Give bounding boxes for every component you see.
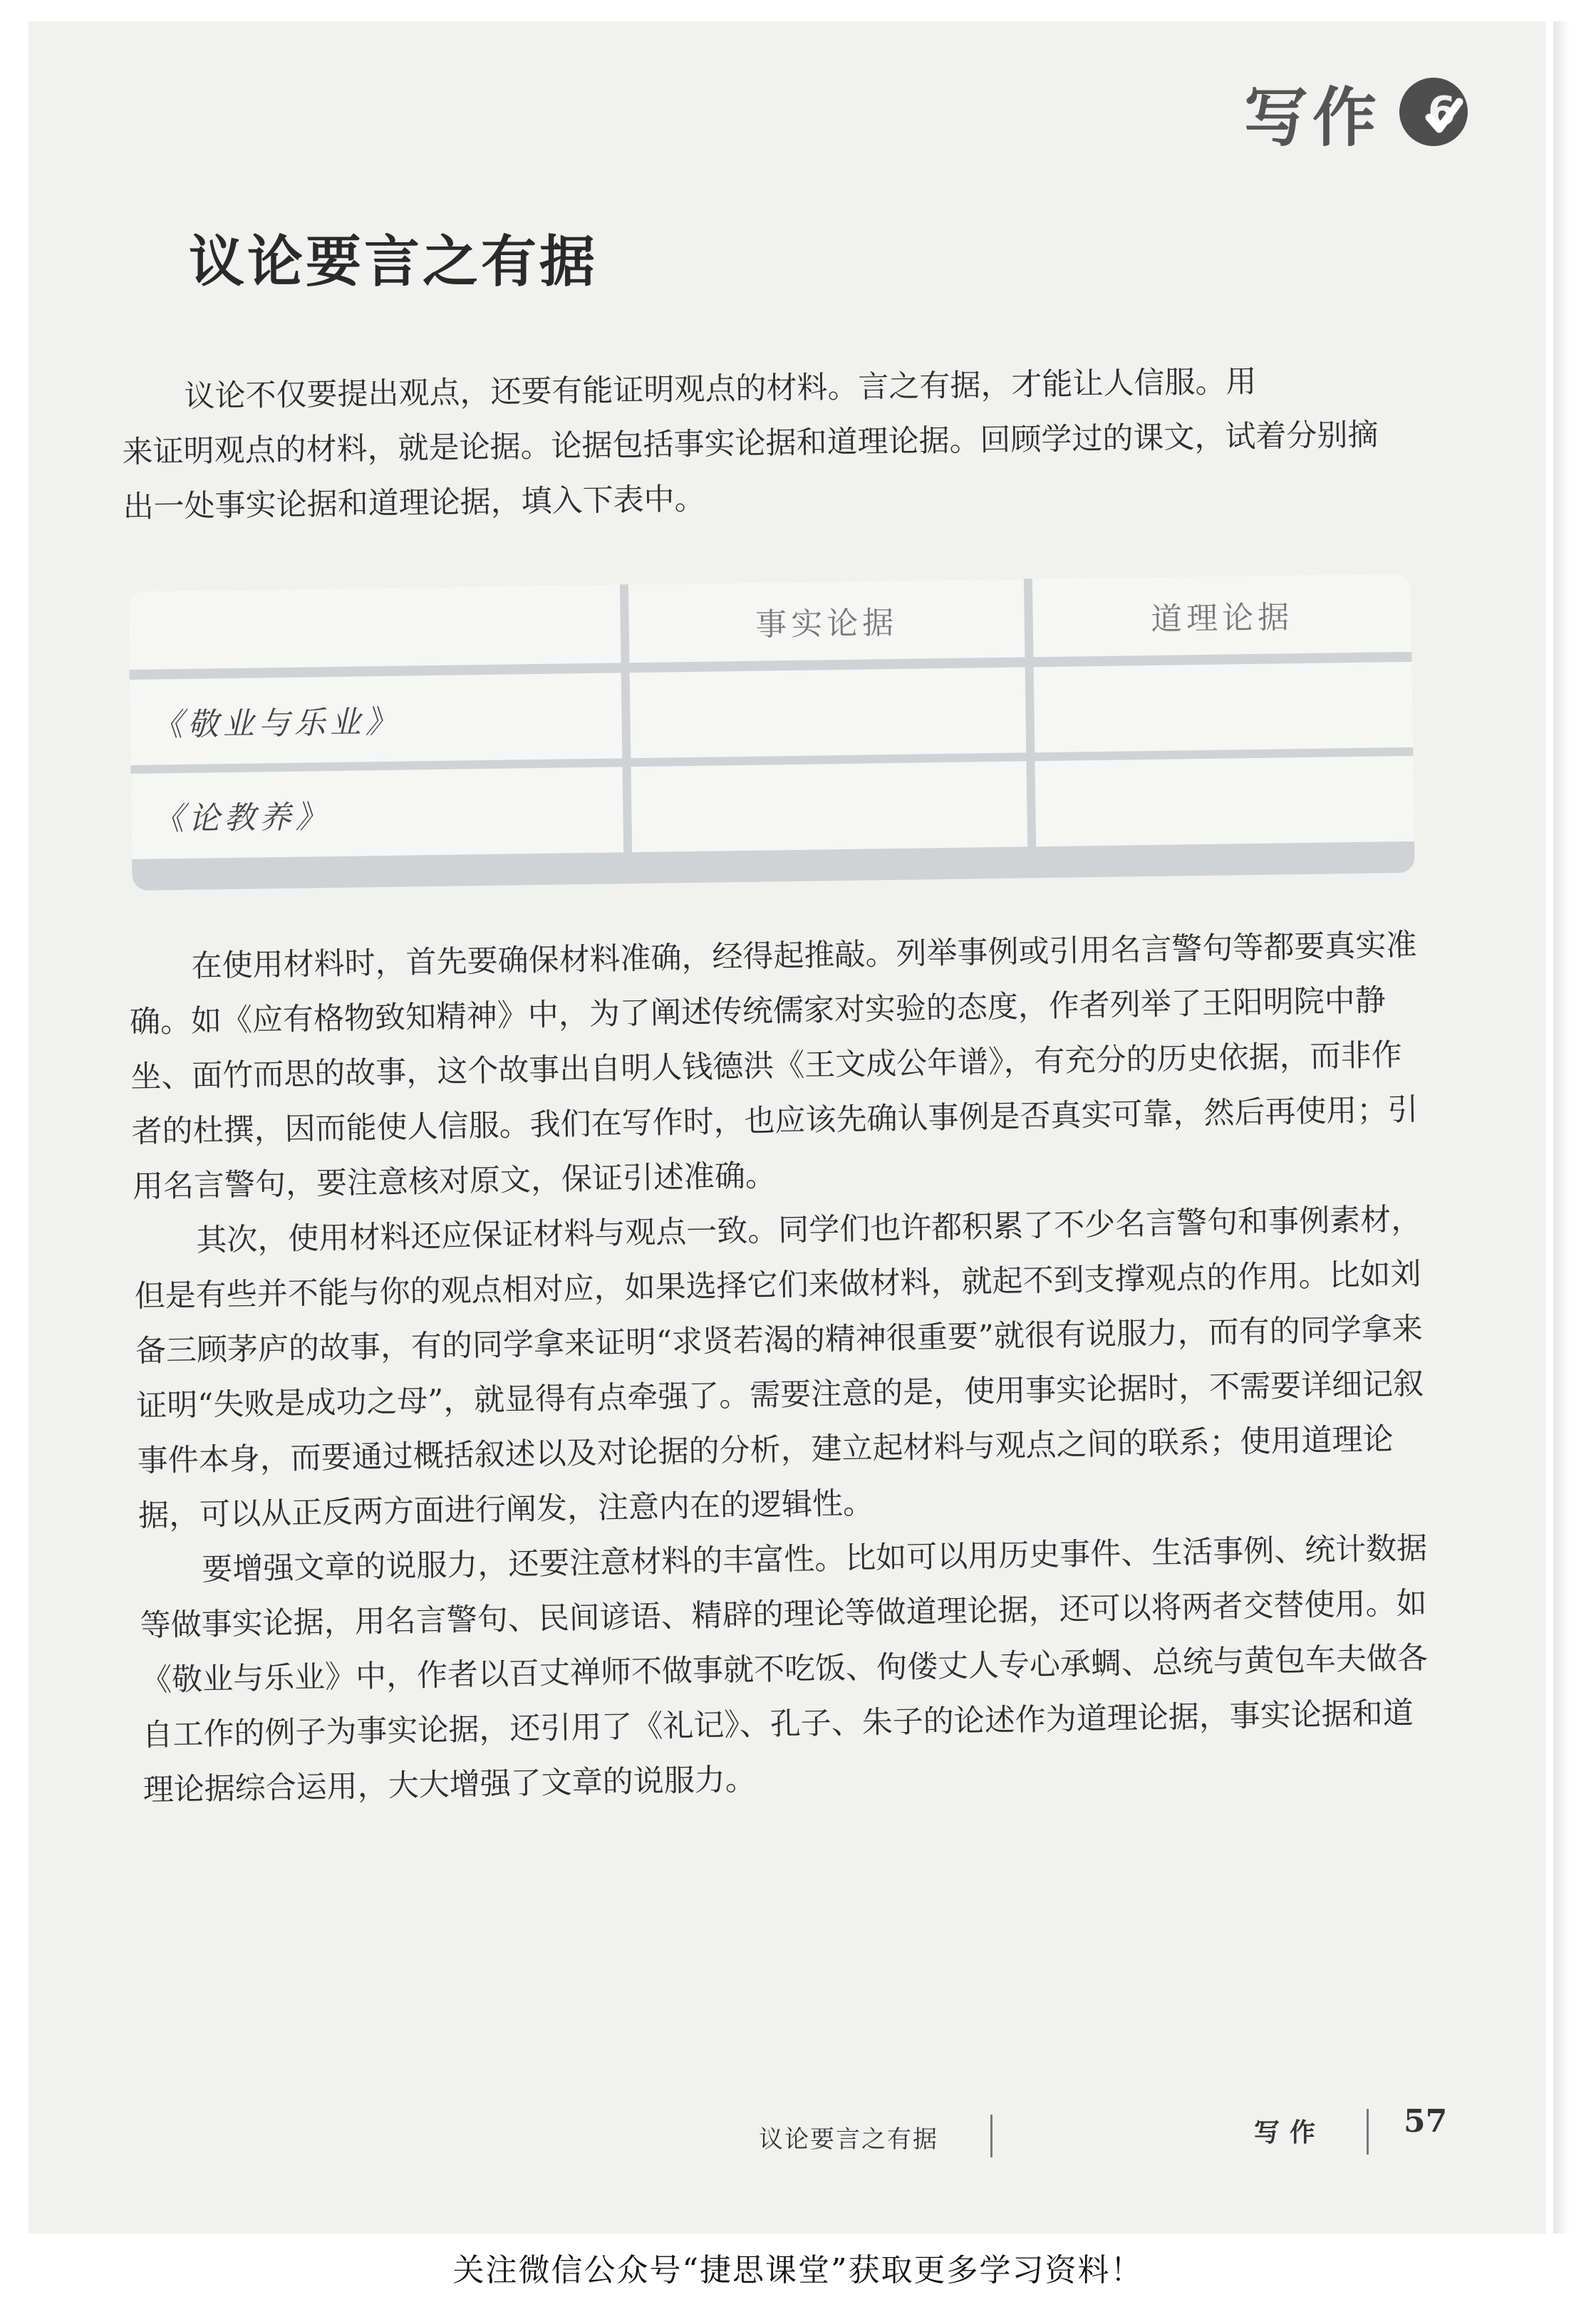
body-paragraph: 要增强文章的说服力，还要注意材料的丰富性。比如可以用历史事件、生活事例、统计数据等做事实论据，用名言警句、民间谚语、精辟的理论等做道理论据，还可以将两者交替使用。如《敬业与乐业》中，作者以百丈禅师不做事就不吃饭、佝偻丈人专心承蜩、总统与黄包车夫做各自工作的例子为事实论据，还引用了《礼记》、孔子、朱子的论述作为道理论据，事实论据和道理论据综合运用，大大增强了文章的说服力。 — [140, 1530, 1429, 1808]
page-number: 57 — [1404, 2103, 1448, 2140]
footer-divider — [1367, 2109, 1369, 2155]
chapter-6-badge-icon — [1399, 78, 1468, 146]
footer-divider — [990, 2115, 993, 2157]
svg-text:6: 6 — [1428, 88, 1456, 135]
body-paragraph: 在使用材料时，首先要确保材料准确，经得起推敲。列举事例或引用名言警句等都要真实准确。如《应有格物致知精神》中，为了阐述传统儒家对实验的态度，作者列举了王阳明院中静坐、面竹而思的故事，这个故事出自明人钱德洪《王文成公年谱》，有充分的历史依据，而非作者的杜撰，因而能使人信服。我们在写作时，也应该先确认事例是否真实可靠，然后再使用；引用名言警句，要注意核对原文，保证引述准确。 — [129, 927, 1419, 1205]
table-cell-reason[interactable] — [1035, 756, 1414, 846]
watermark-caption: 关注微信公众号“捷思课堂”获取更多学习资料！ — [452, 2252, 1144, 2288]
footer-section-label: 写作 — [1254, 2118, 1326, 2147]
body-paragraph: 其次，使用材料还应保证材料与观点一致。同学们也许都积累了不少名言警句和事例素材，但是有些并不能与你的观点相对应，如果选择它们来做材料，就起不到支撑观点的作用。比如刘备三顾茅庐的故事，有的同学拿来证明“求贤若渴的精神很重要”就很有说服力，而有的同学拿来证明“失败是成功之母”，就显得有点牵强了。需要注意的是，使用事实论据时，不需要详细记叙事件本身，而要通过概括叙述以及对论据的分析，建立起材料与观点之间的联系；使用道理论据，可以从正反两方面进行阐发，注意内在的逻辑性。 — [134, 1201, 1424, 1534]
running-title: 议论要言之有据 — [759, 2125, 938, 2154]
table-row-label: 《论教养》 — [131, 767, 624, 859]
table-header-reason: 道理论据 — [1032, 574, 1411, 657]
table-header-fact: 事实论据 — [628, 579, 1025, 663]
intro-paragraph — [121, 353, 1406, 535]
table-header-blank — [128, 584, 621, 670]
intro-rest: 来证明观点的材料，就是论据。论据包括事实论据和道理论据。回顾学过的课文，试着分别摘出一处事实论据和道理论据，填入下表中。 — [122, 417, 1379, 525]
section-title: 写作 — [1244, 81, 1381, 155]
article-title: 议论要言之有据 — [189, 230, 598, 294]
table-cell-reason[interactable] — [1034, 662, 1414, 752]
page-edge-shadow — [1553, 21, 1569, 2234]
body-text — [128, 918, 1433, 1818]
table-cell-fact[interactable] — [630, 667, 1027, 758]
evidence-table — [128, 574, 1415, 891]
intro-first-line: 议论不仅要提出观点，还要有能证明观点的材料。言之有据，才能让人信服。用 — [184, 363, 1257, 415]
section-header — [1244, 66, 1468, 158]
table-cell-fact[interactable] — [631, 761, 1028, 852]
table-row-label: 《敬业与乐业》 — [130, 673, 623, 765]
